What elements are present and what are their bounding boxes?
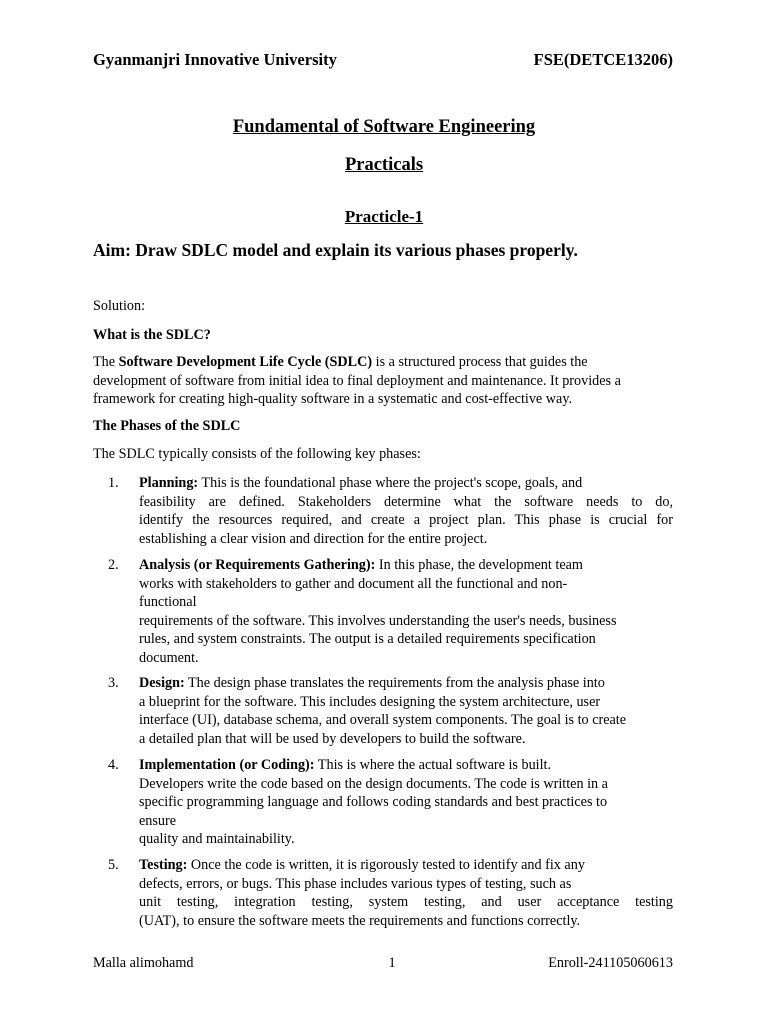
- phase-number: 5.: [108, 857, 119, 873]
- phase-item-planning: [108, 474, 673, 548]
- phase-line: (UAT), to ensure the software meets the requirements and functions correctly.: [139, 912, 581, 929]
- footer-page-number: 1: [388, 955, 396, 971]
- intro-line-2: development of software from initial idea to final deployment and maintenance. It provides a: [93, 372, 621, 389]
- phase-title: Design:: [139, 675, 185, 691]
- phase-line: quality and maintainability.: [139, 831, 295, 847]
- phase-line: unit testing, integration testing, system testing, and user acceptance testing: [139, 894, 673, 910]
- intro-paragraph: [93, 353, 673, 409]
- phase-title: Implementation (or Coding):: [139, 757, 315, 773]
- phase-number: 3.: [108, 675, 119, 691]
- phase-item-design: [108, 674, 673, 748]
- phase-line: feasibility are defined. Stakeholders determine what the software needs to do,: [139, 493, 673, 510]
- document-subtitle: Practicals: [344, 155, 424, 175]
- header-university: Gyanmanjri Innovative University: [93, 50, 337, 69]
- phase-line: interface (UI), database schema, and overall system components. The goal is to create: [139, 712, 627, 728]
- phase-line: functional: [139, 594, 197, 610]
- phase-line: requirements of the software. This involves understanding the user's needs, business: [139, 612, 617, 629]
- phase-line: identify the resources required, and create a project plan. This phase is crucial for: [139, 512, 673, 528]
- phase-line: ensure: [139, 812, 177, 829]
- phase-line: document.: [139, 649, 199, 666]
- phase-line: specific programming language and follows coding standards and best practices to: [139, 794, 608, 810]
- phase-line: This is where the actual software is built.: [314, 757, 552, 773]
- phase-line: rules, and system constraints. The output is a detailed requirements specification: [139, 631, 596, 647]
- header-course-code: FSE(DETCE13206): [533, 50, 673, 69]
- phase-line: works with stakeholders to gather and document all the functional and non-: [139, 575, 568, 592]
- phase-title: Planning:: [139, 475, 199, 491]
- phase-line: a blueprint for the software. This includes designing the system architecture, user: [139, 693, 601, 710]
- footer-author: Malla alimohamd: [93, 955, 194, 971]
- phase-line: Once the code is written, it is rigorously tested to identify and fix any: [187, 857, 585, 873]
- solution-label: Solution:: [93, 298, 146, 314]
- intro-line-1: is a structured process that guides the: [372, 354, 588, 370]
- phase-number: 1.: [108, 475, 119, 491]
- phase-number: 4.: [108, 757, 119, 773]
- intro-bold-term: Software Development Life Cycle (SDLC): [118, 354, 373, 370]
- intro-line-3: framework for creating high-quality software in a systematic and cost-effective way.: [93, 391, 573, 407]
- phase-line: Developers write the code based on the design documents. The code is written in a: [139, 775, 608, 792]
- phase-line: This is the foundational phase where the project's scope, goals, and: [198, 475, 583, 491]
- practical-heading: Practicle-1: [344, 207, 424, 226]
- phase-number: 2.: [108, 557, 119, 573]
- phase-title: Analysis (or Requirements Gathering):: [139, 557, 376, 573]
- phase-line: The design phase translates the requirements from the analysis phase into: [184, 675, 605, 691]
- aim-statement: Aim: Draw SDLC model and explain its various phases properly.: [93, 240, 578, 260]
- intro-pre: The: [93, 354, 119, 370]
- phase-line: In this phase, the development team: [375, 557, 583, 573]
- phase-item-implementation: [108, 756, 673, 849]
- phase-item-testing: [108, 856, 673, 930]
- phase-item-analysis: [108, 556, 673, 667]
- question-what-is-sdlc: What is the SDLC?: [93, 327, 211, 343]
- phase-line: a detailed plan that will be used by developers to build the software.: [139, 730, 526, 747]
- phase-line: defects, errors, or bugs. This phase includes various types of testing, such as: [139, 875, 572, 892]
- phases-intro: The SDLC typically consists of the following key phases:: [93, 446, 421, 462]
- phase-line: establishing a clear vision and direction for the entire project.: [139, 530, 488, 547]
- phase-title: Testing:: [139, 857, 188, 873]
- document-title: Fundamental of Software Engineering: [232, 117, 536, 137]
- question-phases: The Phases of the SDLC: [93, 418, 241, 434]
- footer-enrollment: Enroll-241105060613: [548, 955, 673, 971]
